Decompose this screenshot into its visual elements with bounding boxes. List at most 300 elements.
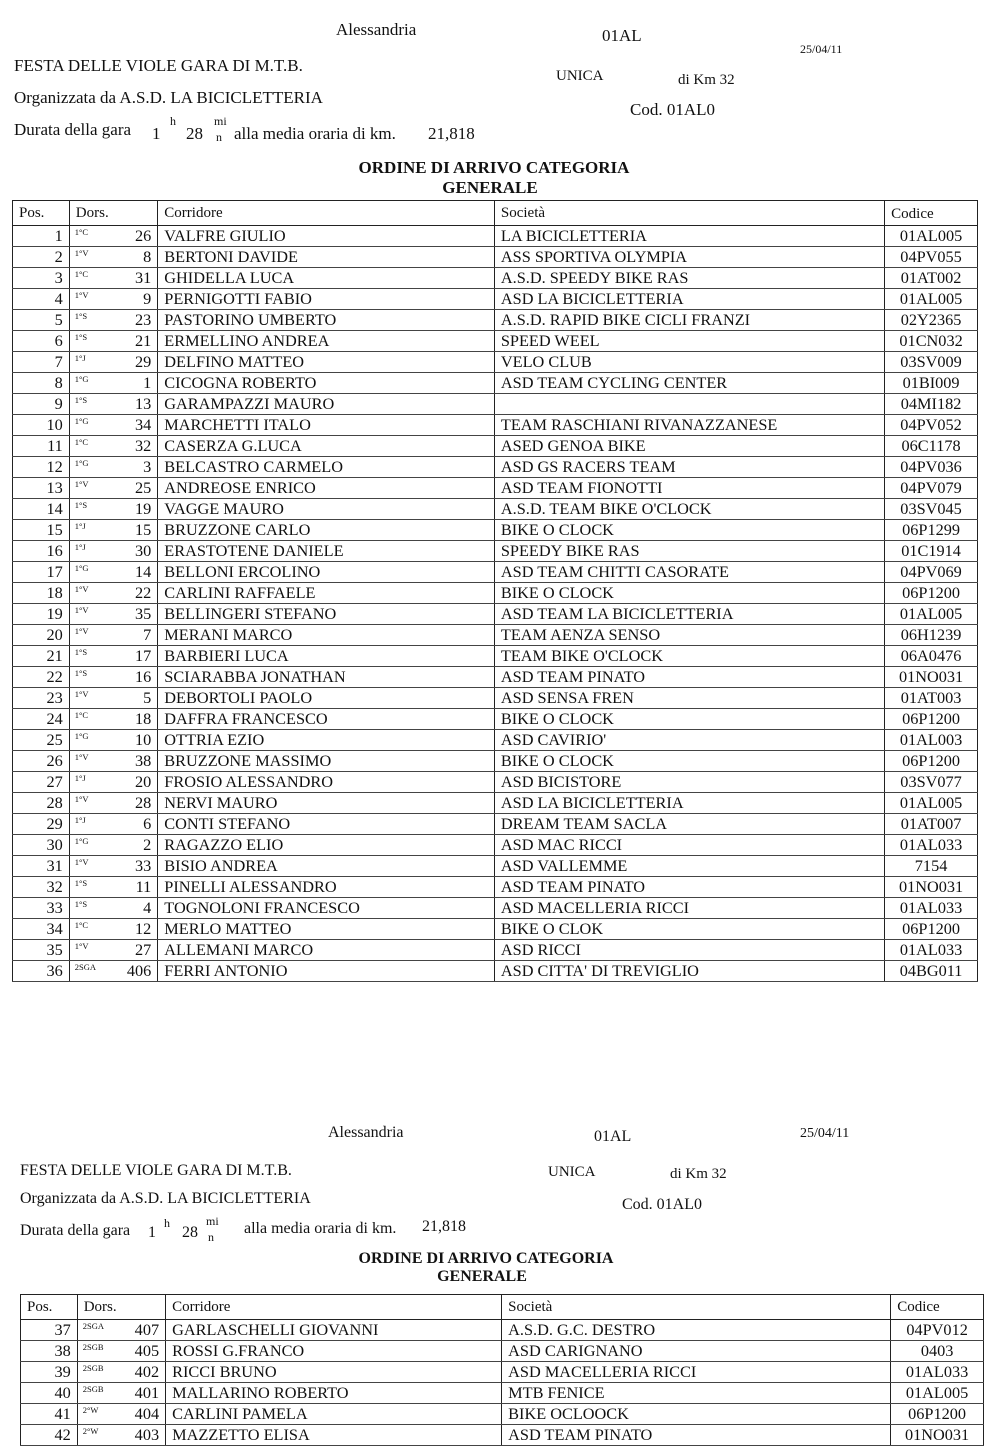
- city: Alessandria: [328, 1124, 404, 1141]
- row-rider: RAGAZZO ELIO: [158, 835, 495, 856]
- row-team: ASD MACELLERIA RICCI: [494, 898, 884, 919]
- duration-minutes: 28: [186, 124, 203, 143]
- row-category: 1°S: [74, 647, 88, 657]
- row-position: 34: [13, 919, 70, 940]
- row-rider: MERLO MATTEO: [158, 919, 495, 940]
- row-bib-number: 16: [135, 667, 152, 686]
- row-position: 2: [13, 247, 70, 268]
- avg-speed-value: 21,818: [428, 124, 475, 143]
- row-rider: DEBORTOLI PAOLO: [158, 688, 495, 709]
- ranking-title: ORDINE DI ARRIVO CATEGORIA: [358, 158, 630, 177]
- row-position: 11: [13, 436, 70, 457]
- row-category: 1°S: [74, 899, 88, 909]
- row-rider: CONTI STEFANO: [158, 814, 495, 835]
- row-rider: CICOGNA ROBERTO: [158, 373, 495, 394]
- table-row: [13, 604, 978, 625]
- row-position: 37: [21, 1320, 78, 1341]
- row-category: 1°V: [74, 857, 89, 867]
- row-position: 33: [13, 898, 70, 919]
- results-table-2: [20, 1294, 984, 1446]
- row-team: SPEED WEEL: [494, 331, 884, 352]
- table-row: [13, 520, 978, 541]
- row-position: 25: [13, 730, 70, 751]
- duration-minutes: 28: [182, 1224, 198, 1241]
- minutes-unit: mi: [214, 114, 227, 128]
- row-code: 01AT003: [885, 688, 978, 709]
- table-row: [13, 541, 978, 562]
- row-code: 03SV009: [885, 352, 978, 373]
- row-category: 1°V: [74, 941, 89, 951]
- row-position: 3: [13, 268, 70, 289]
- row-category: 2SGB: [82, 1363, 104, 1373]
- row-category: 1°J: [74, 353, 86, 363]
- row-rider: VALFRE GIULIO: [158, 226, 495, 247]
- row-code: 04PV079: [885, 478, 978, 499]
- table-row: [13, 247, 978, 268]
- row-code: 01NO031: [885, 877, 978, 898]
- row-category: 1°G: [74, 563, 89, 573]
- row-team: TEAM BIKE O'CLOCK: [494, 646, 884, 667]
- row-team: VELO CLUB: [494, 352, 884, 373]
- row-category: 1°G: [74, 836, 89, 846]
- row-code: 04PV055: [885, 247, 978, 268]
- row-bib-number: 9: [143, 289, 152, 308]
- row-position: 5: [13, 310, 70, 331]
- row-position: 10: [13, 415, 70, 436]
- row-rider: RICCI BRUNO: [166, 1362, 502, 1383]
- row-rider: DAFFRA FRANCESCO: [158, 709, 495, 730]
- row-rider: FROSIO ALESSANDRO: [158, 772, 495, 793]
- table-row: [13, 352, 978, 373]
- table-row: [13, 730, 978, 751]
- row-team: TEAM AENZA SENSO: [494, 625, 884, 646]
- row-team: ASD SENSA FREN: [494, 688, 884, 709]
- results-body-2: [21, 1320, 984, 1446]
- row-team: ASD TEAM LA BICICLETTERIA: [494, 604, 884, 625]
- row-team: BIKE O CLOCK: [494, 520, 884, 541]
- row-bib-number: 11: [135, 877, 152, 896]
- row-category: 2°W: [82, 1405, 99, 1415]
- row-rider: OTTRIA EZIO: [158, 730, 495, 751]
- row-team: ASD CAVIRIO': [494, 730, 884, 751]
- table-row: [21, 1362, 984, 1383]
- race-distance: di Km 32: [678, 72, 735, 88]
- row-category: 1°J: [74, 773, 86, 783]
- row-bib-number: 401: [134, 1383, 160, 1402]
- row-position: 23: [13, 688, 70, 709]
- row-position: 17: [13, 562, 70, 583]
- row-bib-number: 18: [135, 709, 152, 728]
- row-bib-number: 2: [143, 835, 152, 854]
- row-team: MTB FENICE: [502, 1383, 891, 1404]
- duration-hours: 1: [148, 1224, 156, 1241]
- hours-unit: h: [170, 114, 176, 128]
- col-team: Società: [502, 1295, 891, 1320]
- row-position: 31: [13, 856, 70, 877]
- avg-speed-label: alla media oraria di km.: [244, 1220, 397, 1237]
- col-rider: Corridore: [166, 1295, 502, 1320]
- table-header-row: [13, 201, 978, 226]
- event-code: 01AL: [594, 1128, 632, 1145]
- row-code: 02Y2365: [885, 310, 978, 331]
- row-bib-number: 5: [143, 688, 152, 707]
- row-bib-number: 29: [135, 352, 152, 371]
- col-pos: Pos.: [21, 1295, 78, 1320]
- event-code: 01AL: [602, 26, 642, 45]
- row-position: 39: [21, 1362, 78, 1383]
- row-code: 01AL005: [885, 793, 978, 814]
- row-bib-number: 15: [135, 520, 152, 539]
- row-position: 15: [13, 520, 70, 541]
- row-bib-number: 34: [135, 415, 152, 434]
- cod-label: Cod. 01AL0: [630, 100, 715, 119]
- row-team: ASD CARIGNANO: [502, 1341, 891, 1362]
- row-rider: BELLONI ERCOLINO: [158, 562, 495, 583]
- event-date: 25/04/11: [800, 1126, 850, 1141]
- row-code: 03SV077: [885, 772, 978, 793]
- row-code: 04PV069: [885, 562, 978, 583]
- row-rider: ROSSI G.FRANCO: [166, 1341, 502, 1362]
- row-bib-number: 14: [135, 562, 152, 581]
- row-position: 14: [13, 499, 70, 520]
- row-bib-number: 406: [126, 961, 152, 980]
- row-team: ASD TEAM PINATO: [494, 877, 884, 898]
- row-team: ASD TEAM CHITTI CASORATE: [494, 562, 884, 583]
- minutes-unit-n: n: [216, 130, 222, 144]
- row-category: 1°V: [74, 248, 89, 258]
- results-table-1: [12, 200, 978, 982]
- row-team: A.S.D. G.C. DESTRO: [502, 1320, 891, 1341]
- table-row: [13, 772, 978, 793]
- row-bib-number: 17: [135, 646, 152, 665]
- row-bib-number: 10: [135, 730, 152, 749]
- row-rider: GARAMPAZZI MAURO: [158, 394, 495, 415]
- row-bib-number: 403: [134, 1425, 160, 1444]
- row-rider: ANDREOSE ENRICO: [158, 478, 495, 499]
- table-row: [13, 751, 978, 772]
- row-position: 36: [13, 961, 70, 982]
- organizer: Organizzata da A.S.D. LA BICICLETTERIA: [14, 88, 323, 107]
- row-category: 1°S: [74, 332, 88, 342]
- row-category: 1°C: [74, 437, 89, 447]
- row-code: 01BI009: [885, 373, 978, 394]
- row-bib-number: 28: [135, 793, 152, 812]
- row-team: SPEEDY BIKE RAS: [494, 541, 884, 562]
- col-pos: Pos.: [13, 201, 70, 226]
- table-row: [13, 625, 978, 646]
- row-rider: DELFINO MATTEO: [158, 352, 495, 373]
- row-category: 1°V: [74, 626, 89, 636]
- row-category: 1°C: [74, 710, 89, 720]
- row-bib-number: 3: [143, 457, 152, 476]
- row-code: 01AL005: [885, 226, 978, 247]
- table-row: [13, 289, 978, 310]
- table-row: [13, 709, 978, 730]
- row-code: 01AL033: [885, 940, 978, 961]
- race-distance: di Km 32: [670, 1166, 727, 1182]
- row-rider: PINELLI ALESSANDRO: [158, 877, 495, 898]
- row-category: 1°V: [74, 479, 89, 489]
- col-dors: Dors.: [77, 1295, 165, 1320]
- row-category: 2SGA: [74, 962, 97, 972]
- row-position: 42: [21, 1425, 78, 1446]
- row-team: ASD LA BICICLETTERIA: [494, 793, 884, 814]
- row-category: 1°J: [74, 521, 86, 531]
- row-code: 01AL005: [885, 289, 978, 310]
- row-bib-number: 6: [143, 814, 152, 833]
- table-row: [21, 1425, 984, 1446]
- table-row: [13, 331, 978, 352]
- table-row: [13, 310, 978, 331]
- row-code: 04BG011: [885, 961, 978, 982]
- row-category: 1°V: [74, 794, 89, 804]
- row-bib-number: 32: [135, 436, 152, 455]
- row-code: 06P1200: [885, 709, 978, 730]
- row-team: [494, 394, 884, 415]
- row-bib-number: 33: [135, 856, 152, 875]
- organizer: Organizzata da A.S.D. LA BICICLETTERIA: [20, 1190, 311, 1207]
- row-position: 32: [13, 877, 70, 898]
- row-position: 8: [13, 373, 70, 394]
- row-position: 18: [13, 583, 70, 604]
- row-code: 01NO031: [891, 1425, 984, 1446]
- row-team: ASD BICISTORE: [494, 772, 884, 793]
- row-position: 13: [13, 478, 70, 499]
- table-row: [13, 226, 978, 247]
- row-team: ASD LA BICICLETTERIA: [494, 289, 884, 310]
- table-row: [13, 793, 978, 814]
- row-rider: ERASTOTENE DANIELE: [158, 541, 495, 562]
- event-date: 25/04/11: [800, 42, 843, 56]
- row-bib-number: 402: [134, 1362, 160, 1381]
- table-row: [13, 268, 978, 289]
- row-bib-number: 21: [135, 331, 152, 350]
- row-position: 27: [13, 772, 70, 793]
- row-team: ASD MACELLERIA RICCI: [502, 1362, 891, 1383]
- row-rider: MARCHETTI ITALO: [158, 415, 495, 436]
- row-team: BIKE O CLOCK: [494, 709, 884, 730]
- row-code: 01AT007: [885, 814, 978, 835]
- row-team: BIKE O CLOCK: [494, 583, 884, 604]
- table-row: [21, 1320, 984, 1341]
- row-team: DREAM TEAM SACLA: [494, 814, 884, 835]
- row-team: ASS SPORTIVA OLYMPIA: [494, 247, 884, 268]
- row-code: 06A0476: [885, 646, 978, 667]
- row-rider: PERNIGOTTI FABIO: [158, 289, 495, 310]
- row-bib-number: 38: [135, 751, 152, 770]
- row-code: 7154: [885, 856, 978, 877]
- hours-unit: h: [164, 1216, 170, 1230]
- row-category: 1°S: [74, 500, 88, 510]
- row-category: 1°G: [74, 458, 89, 468]
- row-team: ASD TEAM CYCLING CENTER: [494, 373, 884, 394]
- row-category: 1°V: [74, 689, 89, 699]
- row-category: 1°S: [74, 878, 88, 888]
- table-row: [13, 898, 978, 919]
- row-bib-number: 26: [135, 226, 152, 245]
- row-team: ASED GENOA BIKE: [494, 436, 884, 457]
- row-rider: CARLINI RAFFAELE: [158, 583, 495, 604]
- row-position: 38: [21, 1341, 78, 1362]
- row-bib-number: 25: [135, 478, 152, 497]
- table-row: [13, 499, 978, 520]
- row-rider: PASTORINO UMBERTO: [158, 310, 495, 331]
- row-position: 20: [13, 625, 70, 646]
- col-team: Società: [494, 201, 884, 226]
- row-rider: GHIDELLA LUCA: [158, 268, 495, 289]
- event-name: FESTA DELLE VIOLE GARA DI M.T.B.: [20, 1162, 292, 1179]
- duration-label: Durata della gara: [14, 120, 132, 139]
- row-category: 1°S: [74, 311, 88, 321]
- row-category: 2SGA: [82, 1321, 104, 1331]
- row-position: 22: [13, 667, 70, 688]
- row-rider: MALLARINO ROBERTO: [166, 1383, 502, 1404]
- row-position: 16: [13, 541, 70, 562]
- row-bib-number: 31: [135, 268, 152, 287]
- avg-speed-label: alla media oraria di km.: [234, 124, 396, 143]
- table-row: [13, 415, 978, 436]
- row-bib: [69, 961, 158, 982]
- row-category: 1°C: [74, 269, 89, 279]
- row-bib-number: 13: [135, 394, 152, 413]
- table-header-row: [21, 1295, 984, 1320]
- row-bib-number: 35: [135, 604, 152, 623]
- duration-label: Durata della gara: [20, 1222, 131, 1239]
- row-code: 01AL033: [885, 835, 978, 856]
- row-category: 1°G: [74, 374, 89, 384]
- row-position: 12: [13, 457, 70, 478]
- row-code: 06P1200: [885, 583, 978, 604]
- row-position: 6: [13, 331, 70, 352]
- row-position: 4: [13, 289, 70, 310]
- row-team: ASD TEAM FIONOTTI: [494, 478, 884, 499]
- row-bib-number: 1: [143, 373, 152, 392]
- table-row: [13, 835, 978, 856]
- table-row: [13, 856, 978, 877]
- row-team: ASD MAC RICCI: [494, 835, 884, 856]
- row-code: 04PV052: [885, 415, 978, 436]
- table-row: [13, 940, 978, 961]
- col-rider: Corridore: [158, 201, 495, 226]
- ranking-subtitle: GENERALE: [437, 1268, 527, 1285]
- cod-label: Cod. 01AL0: [622, 1196, 702, 1213]
- row-rider: BELCASTRO CARMELO: [158, 457, 495, 478]
- row-code: 06P1200: [885, 919, 978, 940]
- row-bib-number: 20: [135, 772, 152, 791]
- row-code: 06P1299: [885, 520, 978, 541]
- table-row: [13, 583, 978, 604]
- row-bib-number: 8: [143, 247, 152, 266]
- row-team: ASD RICCI: [494, 940, 884, 961]
- col-dors: Dors.: [69, 201, 158, 226]
- table-row: [13, 394, 978, 415]
- row-category: 1°V: [74, 752, 89, 762]
- row-bib-number: 12: [135, 919, 152, 938]
- table-row: [13, 688, 978, 709]
- row-position: 9: [13, 394, 70, 415]
- row-position: 24: [13, 709, 70, 730]
- table-row: [13, 877, 978, 898]
- row-category: 2SGB: [82, 1342, 104, 1352]
- row-position: 26: [13, 751, 70, 772]
- row-position: 29: [13, 814, 70, 835]
- row-code: 06P1200: [885, 751, 978, 772]
- table-row: [13, 436, 978, 457]
- row-team: BIKE O CLOCK: [494, 751, 884, 772]
- row-category: 1°C: [74, 920, 89, 930]
- row-rider: FERRI ANTONIO: [158, 961, 495, 982]
- row-rider: BELLINGERI STEFANO: [158, 604, 495, 625]
- row-bib-number: 30: [135, 541, 152, 560]
- table-row: [13, 919, 978, 940]
- row-team: ASD TEAM PINATO: [502, 1425, 891, 1446]
- table-row: [13, 562, 978, 583]
- row-bib-number: 7: [143, 625, 152, 644]
- minutes-unit-n: n: [208, 1230, 214, 1244]
- table-row: [13, 814, 978, 835]
- row-bib-number: 405: [134, 1341, 160, 1360]
- row-category: 1°V: [74, 605, 89, 615]
- row-team: A.S.D. RAPID BIKE CICLI FRANZI: [494, 310, 884, 331]
- row-position: 30: [13, 835, 70, 856]
- row-bib-number: 22: [135, 583, 152, 602]
- row-category: 1°G: [74, 416, 89, 426]
- row-rider: SCIARABBA JONATHAN: [158, 667, 495, 688]
- row-category: 1°J: [74, 542, 86, 552]
- row-position: 21: [13, 646, 70, 667]
- row-position: 41: [21, 1404, 78, 1425]
- table-row: [13, 373, 978, 394]
- row-bib-number: 4: [143, 898, 152, 917]
- row-category: 1°J: [74, 815, 86, 825]
- row-code: 0403: [891, 1341, 984, 1362]
- table-row: [13, 457, 978, 478]
- ranking-subtitle: GENERALE: [442, 178, 538, 197]
- city: Alessandria: [336, 20, 417, 39]
- row-code: 01AL033: [885, 898, 978, 919]
- row-rider: BRUZZONE CARLO: [158, 520, 495, 541]
- row-category: 2SGB: [82, 1384, 104, 1394]
- row-position: 28: [13, 793, 70, 814]
- race-category: UNICA: [548, 1164, 596, 1180]
- row-code: 06H1239: [885, 625, 978, 646]
- row-team: ASD VALLEMME: [494, 856, 884, 877]
- row-rider: BERTONI DAVIDE: [158, 247, 495, 268]
- row-rider: TOGNOLONI FRANCESCO: [158, 898, 495, 919]
- row-code: 06P1200: [891, 1404, 984, 1425]
- row-rider: CASERZA G.LUCA: [158, 436, 495, 457]
- row-team: BIKE O CLOK: [494, 919, 884, 940]
- row-bib-number: 19: [135, 499, 152, 518]
- table-row: [21, 1383, 984, 1404]
- row-code: 01C1914: [885, 541, 978, 562]
- table-row: [13, 646, 978, 667]
- row-bib-number: 23: [135, 310, 152, 329]
- table-row: [13, 961, 978, 982]
- row-team: BIKE OCLOOCK: [502, 1404, 891, 1425]
- row-team: A.S.D. SPEEDY BIKE RAS: [494, 268, 884, 289]
- row-position: 40: [21, 1383, 78, 1404]
- row-code: 06C1178: [885, 436, 978, 457]
- row-rider: GARLASCHELLI GIOVANNI: [166, 1320, 502, 1341]
- row-code: 04PV012: [891, 1320, 984, 1341]
- row-team: ASD GS RACERS TEAM: [494, 457, 884, 478]
- row-code: 03SV045: [885, 499, 978, 520]
- event-name: FESTA DELLE VIOLE GARA DI M.T.B.: [14, 56, 303, 75]
- row-team: ASD CITTA' DI TREVIGLIO: [494, 961, 884, 982]
- table-row: [21, 1341, 984, 1362]
- row-rider: BRUZZONE MASSIMO: [158, 751, 495, 772]
